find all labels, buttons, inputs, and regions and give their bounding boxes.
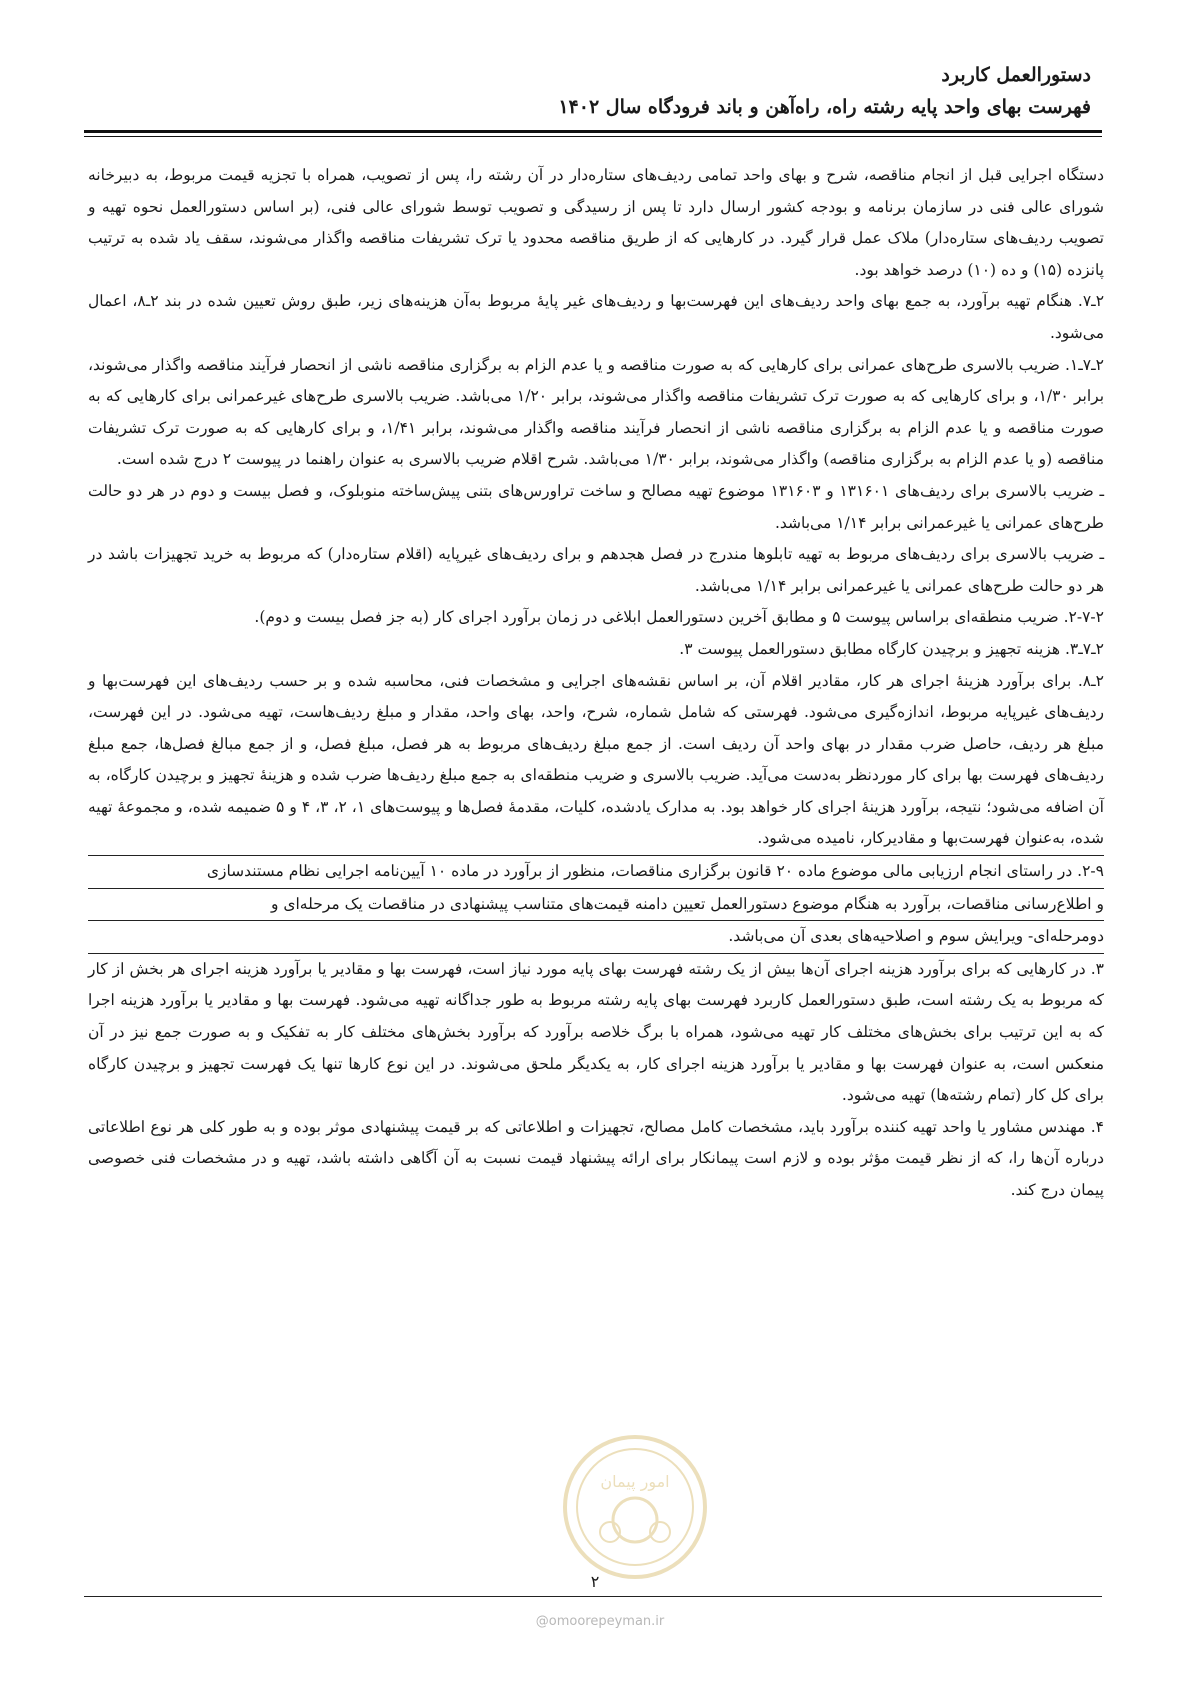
- watermark-url: @omoorepeyman.ir: [535, 1614, 665, 1629]
- seal-text: امور پیمان: [600, 1472, 670, 1491]
- document-title: دستورالعمل کاربرد: [941, 64, 1091, 86]
- page-header: [91, 60, 1091, 124]
- header-rule-thick: [84, 130, 1102, 133]
- paragraph-2-7-1: ۲ـ۷ـ۱. ضریب بالاسری طرح‌های عمرانی برای کارهایی که به صورت مناقصه و یا عدم الزام به برگزاری مناقصه ناشی از انحصار فرآیند مناقصه واگذار می‌شوند، برابر ۱/۳۰، و برای کارهایی که به صورت ترک تشریفات مناقصه واگذار می‌شوند، برابر ۱/۲۰ می‌باشد. ضریب بالاسری طرح‌های غیرعمرانی برای کارهایی که به صورت مناقصه و یا عدم الزام به برگزاری مناقصه ناشی از انحصار فرآیند مناقصه واگذار می‌شوند، برابر ۱/۴۱، و برای کارهایی که به صورت ترک تشریفات مناقصه (و یا عدم الزام به برگزاری مناقصه) واگذار می‌شوند، برابر ۱/۳۰ می‌باشد. شرح اقلام ضریب بالاسری به عنوان راهنما در پیوست ۲ درج شده است.: [88, 355, 1105, 469]
- boxed-line: و اطلاع‌رسانی مناقصات، برآورد به هنگام موضوع دستورالعمل تعیین دامنه قیمت‌های متناسب پیشنهادی در مناقصات یک مرحله‌ای و: [88, 889, 1104, 922]
- paragraph-2-7-3: ۲ـ۷ـ۳. هزینه تجهیز و برچیدن کارگاه مطابق دستورالعمل پیوست ۳.: [679, 639, 1104, 658]
- paragraph-4: ۴. مهندس مشاور یا واحد تهیه کننده برآورد باید، مشخصات کامل مصالح، تجهیزات و اطلاعاتی که بر قیمت پیشنهادی موثر بوده و به طور کلی هر نوع اطلاعاتی درباره آن‌ها را، که از نظر قیمت مؤثر بوده و لازم است پیمانکار برای ارائه پیشنهاد قیمت نسبت به آن آگاهی داشته باشد، تهیه و در مشخصات فنی خصوصی پیمان درج کند.: [88, 1117, 1104, 1199]
- paragraph-3: ۳. در کارهایی که برای برآورد هزینه اجرای آن‌ها بیش از یک رشته فهرست بهای پایه مورد نیاز است، فهرست بها و مقادیر یا برآورد هزینه اجرای هر بخش از کار که مربوط به یک رشته است، طبق دستورالعمل کاربرد فهرست بهای پایه رشته مربوط به طور جداگانه تهیه می‌شود. فهرست بها و مقادیر یا برآورد هزینه اجرا که به این ترتیب برای بخش‌های مختلف کار تهیه می‌شود، همراه با برگ خلاصه برآورد که برآورد بخش‌های مختلف کار به تفکیک و به صورت جمع نیز در آن منعکس است، به عنوان فهرست بها و مقادیر یا برآورد هزینه اجرای کار، به یکدیگر ملحق می‌شوند. در این نوع کارها تنها یک فهرست تجهیز و برچیدن کارگاه برای کل کار (تمام رشته‌ها) تهیه می‌شود.: [88, 959, 1104, 1105]
- document-subtitle: فهرست بهای واحد پایه رشته راه، راه‌آهن و باند فرودگاه سال ۱۴۰۲: [558, 96, 1091, 118]
- seal-watermark: [560, 1432, 710, 1582]
- paragraph-2-7-2: ۲-۷-۲. ضریب منطقه‌ای براساس پیوست ۵ و مطابق آخرین دستورالعمل ابلاغی در زمان برآورد اجرای کار (به جز فصل بیست و دوم).: [254, 608, 1104, 627]
- boxed-line: دومرحله‌ای- ویرایش سوم و اصلاحیه‌های بعدی آن می‌باشد.: [728, 927, 1104, 946]
- paragraph-2-7: ۲ـ۷. هنگام تهیه برآورد، به جمع بهای واحد ردیف‌های این فهرست‌بها و ردیف‌های غیر پایهٔ مربوط به‌آن هزینه‌های زیر، طبق روش تعیین شده در بند ۲ـ۸، اعمال می‌شود.: [88, 292, 1105, 342]
- footer-rule: [84, 1596, 1102, 1597]
- paragraph-overhead-sleepers: ـ ضریب بالاسری برای ردیف‌های ۱۳۱۶۰۱ و ۱۳۱۶۰۳ موضوع تهیه مصالح و ساخت تراورس‌های بتنی پیش‌ساخته منوبلوک، و فصل بیست و دوم در هر دو حالت طرح‌های عمرانی یا غیرعمرانی برابر ۱/۱۴ می‌باشد.: [88, 481, 1105, 532]
- paragraph-star-items: دستگاه اجرایی قبل از انجام مناقصه، شرح و بهای واحد تمامی ردیف‌های ستاره‌دار در آن رشته را، پس از تصویب، همراه با تجزیه قیمت مربوط، به دبیرخانه شورای عالی فنی در سازمان برنامه و بودجه کشور ارسال دارد تا پس از رسیدگی و تصویب توسط شورای عالی فنی، (بر اساس دستورالعمل نحوه تهیه و تصویب ردیف‌های ستاره‌دار) ملاک عمل قرار گیرد. در کارهایی که از طریق مناقصه محدود یا ترک تشریفات مناقصه واگذار می‌شوند، سقف یاد شده به ترتیب پانزده (۱۵) و ده (۱۰) درصد خواهد بود.: [88, 166, 1104, 279]
- document-body: [88, 160, 1104, 1207]
- boxed-line: ۲-۹. در راستای انجام ارزیابی مالی موضوع ماده ۲۰ قانون برگزاری مناقصات، منظور از برآورد در ماده ۱۰ آیین‌نامه اجرایی نظام مستندسازی: [88, 856, 1104, 889]
- paragraph-2-8: ۲ـ۸. برای برآورد هزینهٔ اجرای هر کار، مقادیر اقلام آن، بر اساس نقشه‌های اجرایی و مشخصات فنی، محاسبه شده و بر حسب ردیف‌های این فهرست‌بها و ردیف‌های غیرپایه مربوط، اندازه‌گیری می‌شود. فهرستی که شامل شماره، شرح، واحد، بهای واحد، مقدار و مبلغ ردیف‌هاست، تهیه می‌شود. در این فهرست، مبلغ هر ردیف، حاصل ضرب مقدار در بهای واحد آن ردیف است. از جمع مبلغ ردیف‌های مربوط به هر فصل، مبلغ فصل، و از جمع مبالغ فصل‌ها، جمع مبلغ ردیف‌های فهرست بها برای کار موردنظر به‌دست می‌آید. ضریب بالاسری و ضریب منطقه‌ای به جمع مبلغ ردیف‌ها ضرب شده و هزینهٔ تجهیز و برچیدن کارگاه، به آن اضافه می‌شود؛ نتیجه، برآورد هزینهٔ اجرای کار خواهد بود. به مدارک یادشده، کلیات، مقدمهٔ فصل‌ها و پیوست‌های ۱، ۲، ۳، ۴ و ۵ ضمیمه شده، و مجموعهٔ تهیه شده، به‌عنوان فهرست‌بها و مقادیرکار، نامیده می‌شود.: [88, 671, 1104, 848]
- paragraph-overhead-signs: ـ ضریب بالاسری برای ردیف‌های مربوط به تهیه تابلوها مندرج در فصل هجدهم و برای ردیف‌های غیرپایه (اقلام ستاره‌دار) که مربوط به خرید تجهیزات باشد در هر دو حالت طرح‌های عمرانی یا غیرعمرانی برابر ۱/۱۴ می‌باشد.: [88, 545, 1104, 595]
- header-rule-thin: [84, 136, 1102, 137]
- page-number: ۲: [590, 1572, 600, 1591]
- paragraph-2-9-boxed: [88, 855, 1104, 954]
